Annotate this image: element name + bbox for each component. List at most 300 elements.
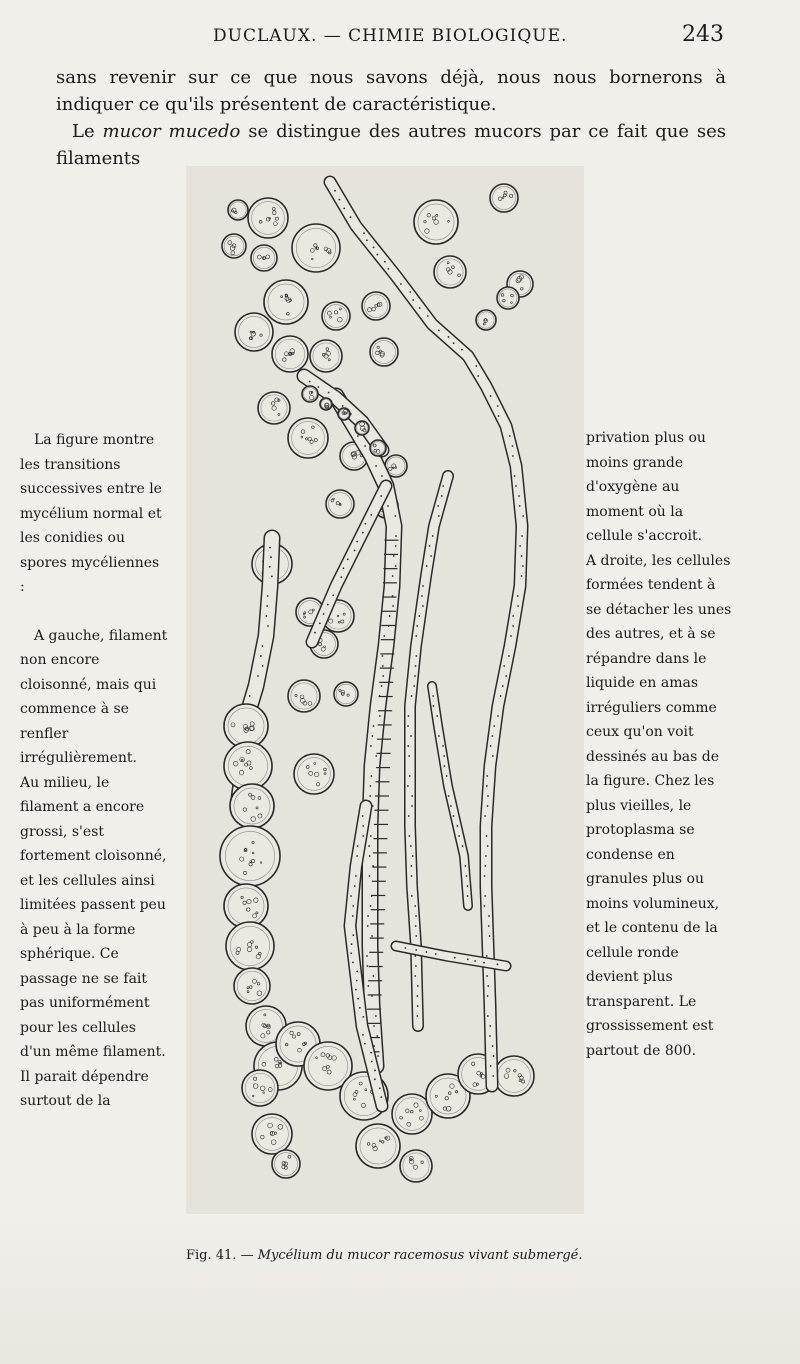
granule	[317, 386, 319, 388]
granule	[392, 605, 394, 607]
granule	[453, 342, 455, 344]
left-note-intro: La figure montre les transitions successives entre le mycélium normal et les conidies ou spores mycéliennes :	[20, 432, 162, 595]
cell	[414, 200, 458, 244]
granule	[505, 675, 507, 677]
cell	[494, 1056, 534, 1096]
granule	[354, 885, 356, 887]
granule	[437, 505, 439, 507]
granule	[375, 1015, 377, 1017]
granule	[372, 975, 374, 977]
granule	[410, 735, 412, 737]
granule	[267, 625, 269, 627]
granule	[271, 576, 273, 578]
granule	[491, 735, 493, 737]
granule	[347, 558, 349, 560]
granule	[407, 745, 409, 747]
granule	[354, 550, 356, 552]
granule	[408, 755, 410, 757]
granule	[262, 665, 264, 667]
cell	[248, 198, 288, 238]
granule	[411, 865, 413, 867]
granule	[448, 795, 450, 797]
species-name: mucor mucedo	[102, 121, 241, 142]
granule	[414, 975, 416, 977]
granule	[443, 755, 445, 757]
granule	[521, 575, 523, 577]
granule	[371, 735, 373, 737]
granule	[412, 299, 414, 301]
granule	[265, 615, 267, 617]
granule	[517, 595, 519, 597]
granule	[388, 268, 390, 270]
granule	[363, 232, 365, 234]
granule	[356, 980, 358, 982]
granule	[426, 565, 428, 567]
granule	[377, 254, 379, 256]
body-paragraph-1: sans revenir sur ce que nous savons déjà, nous nous bornerons à indiquer ce qu'ils présentent de caractéristique.	[56, 67, 726, 115]
cell	[434, 256, 466, 288]
granule	[379, 1087, 381, 1089]
granule	[486, 975, 488, 977]
granule	[486, 835, 488, 837]
granule	[522, 515, 524, 517]
granule	[497, 405, 499, 407]
granule	[367, 915, 369, 917]
granule	[427, 315, 429, 317]
granule	[369, 795, 371, 797]
granule	[405, 947, 407, 949]
granule	[488, 925, 490, 927]
granule	[374, 1078, 376, 1080]
granule	[257, 675, 259, 677]
granule	[352, 905, 354, 907]
granule	[521, 555, 523, 557]
granule	[438, 735, 440, 737]
granule	[490, 745, 492, 747]
granule	[328, 392, 330, 394]
granule	[373, 1025, 375, 1027]
granule	[519, 505, 521, 507]
granule	[384, 261, 386, 263]
hypha-body	[432, 686, 468, 906]
granule	[356, 541, 358, 543]
granule	[510, 635, 512, 637]
granule	[314, 632, 316, 634]
granule	[366, 955, 368, 957]
granule	[435, 953, 437, 955]
granule	[267, 595, 269, 597]
granule	[483, 962, 485, 964]
granule	[371, 1061, 373, 1063]
granule	[249, 695, 251, 697]
granule	[415, 655, 417, 657]
body-paragraph-2	[56, 118, 726, 172]
granule	[411, 875, 413, 877]
granule	[484, 875, 486, 877]
granule	[362, 815, 364, 817]
cell	[251, 245, 277, 271]
granule	[519, 545, 521, 547]
granule	[351, 943, 353, 945]
granule	[521, 535, 523, 537]
granule	[269, 547, 271, 549]
cell	[220, 826, 280, 886]
cell	[322, 302, 350, 330]
granule	[430, 555, 432, 557]
caption-text: Mycélium du mucor racemosus vivant submergé.	[257, 1248, 583, 1263]
granule	[454, 957, 456, 959]
granule	[467, 895, 469, 897]
granule	[517, 605, 519, 607]
granule	[411, 795, 413, 797]
granule	[487, 795, 489, 797]
cell	[242, 1070, 278, 1106]
granule	[370, 514, 372, 516]
running-header	[0, 22, 800, 52]
granule	[367, 925, 369, 927]
granule	[350, 216, 352, 218]
granule	[448, 336, 450, 338]
granule	[492, 1075, 494, 1077]
granule	[484, 865, 486, 867]
granule	[408, 715, 410, 717]
granule	[512, 455, 514, 457]
cell	[362, 292, 390, 320]
cell	[234, 968, 270, 1004]
granule	[389, 615, 391, 617]
granule	[319, 622, 321, 624]
running-title: DUCLAUX. — CHIMIE BIOLOGIQUE.	[213, 26, 568, 46]
granule	[323, 613, 325, 615]
granule	[422, 605, 424, 607]
granule	[475, 365, 477, 367]
granule	[374, 1070, 376, 1072]
granule	[438, 330, 440, 332]
granule	[497, 963, 499, 965]
granule	[373, 247, 375, 249]
granule	[429, 545, 431, 547]
granule	[370, 905, 372, 907]
granule	[355, 989, 357, 991]
granule	[362, 532, 364, 534]
granule	[465, 865, 467, 867]
left-note-left: A gauche, filament non encore cloisonné, mais qui commence à se renfler irrégulièrement.	[20, 627, 168, 766]
granule	[367, 985, 369, 987]
granule	[512, 445, 514, 447]
granule	[489, 1035, 491, 1037]
granule	[395, 535, 397, 537]
granule	[364, 445, 366, 447]
para2-rest: se distingue des autres mucors par ce fait que ses filaments	[56, 121, 727, 169]
granule	[421, 595, 423, 597]
granule	[356, 855, 358, 857]
granule	[503, 665, 505, 667]
cell	[355, 421, 369, 435]
granule	[343, 567, 345, 569]
granule	[416, 625, 418, 627]
granule	[350, 895, 352, 897]
granule	[411, 805, 413, 807]
granule	[466, 875, 468, 877]
granule	[334, 190, 336, 192]
cell	[476, 310, 496, 330]
granule	[369, 855, 371, 857]
cell	[224, 742, 272, 790]
granule	[477, 375, 479, 377]
granule	[474, 960, 476, 962]
granule	[266, 605, 268, 607]
granule	[412, 855, 414, 857]
granule	[490, 395, 492, 397]
granule	[414, 905, 416, 907]
granule	[370, 835, 372, 837]
granule	[441, 495, 443, 497]
granule	[380, 495, 382, 497]
granule	[489, 1025, 491, 1027]
granule	[352, 961, 354, 963]
granule	[487, 985, 489, 987]
granule	[411, 695, 413, 697]
granule	[484, 815, 486, 817]
granule	[411, 895, 413, 897]
granule	[357, 998, 359, 1000]
granule	[408, 835, 410, 837]
granule	[413, 685, 415, 687]
cell	[334, 682, 358, 706]
granule	[498, 415, 500, 417]
granule	[327, 604, 329, 606]
granule	[467, 885, 469, 887]
granule	[362, 835, 364, 837]
granule	[490, 1065, 492, 1067]
granule	[343, 208, 345, 210]
granule	[518, 495, 520, 497]
granule	[422, 585, 424, 587]
granule	[352, 934, 354, 936]
granule	[387, 505, 389, 507]
mycelium-drawing	[186, 166, 584, 1214]
granule	[442, 485, 444, 487]
granule	[409, 291, 411, 293]
granule	[492, 755, 494, 757]
granule	[432, 535, 434, 537]
right-note-continued: privation plus ou moins grande d'oxygène au moment où la cellule s'accroit.	[586, 430, 706, 544]
granule	[309, 381, 311, 383]
granule	[356, 971, 358, 973]
granule	[493, 1055, 495, 1057]
granule	[357, 845, 359, 847]
granule	[383, 635, 385, 637]
granule	[359, 1007, 361, 1009]
granule	[366, 965, 368, 967]
granule	[394, 515, 396, 517]
granule	[418, 615, 420, 617]
granule	[415, 915, 417, 917]
sidenote-left	[20, 428, 168, 1114]
right-note-right: A droite, les cellules formées tendent à se détacher les unes des autres, et à se répandre dans le liquide en amas irréguliers comme ceux qu'on voit dessinés au bas de la figure. Chez les plus vieilles, le protoplasma se condense en granules plus ou moins volumineux, et le contenu de la cellule ronde devient plus transparent. Le grossissement est partout de 800.	[586, 552, 732, 1059]
granule	[442, 745, 444, 747]
cell	[497, 287, 519, 309]
granule	[340, 576, 342, 578]
cell	[400, 1150, 432, 1182]
granule	[375, 465, 377, 467]
granule	[417, 985, 419, 987]
granule	[502, 685, 504, 687]
granule	[438, 515, 440, 517]
granule	[458, 835, 460, 837]
page-bottom	[0, 1214, 800, 1364]
granule	[433, 705, 435, 707]
granule	[381, 685, 383, 687]
granule	[371, 935, 373, 937]
granule	[485, 855, 487, 857]
granule	[357, 435, 359, 437]
granule	[417, 1005, 419, 1007]
granule	[392, 575, 394, 577]
granule	[462, 845, 464, 847]
granule	[443, 765, 445, 767]
granule	[453, 815, 455, 817]
cell	[294, 754, 334, 794]
body-text	[56, 64, 726, 172]
granule	[488, 915, 490, 917]
granule	[364, 1043, 366, 1045]
granule	[456, 825, 458, 827]
cell	[264, 280, 308, 324]
granule	[382, 655, 384, 657]
granule	[415, 925, 417, 927]
granule	[415, 949, 417, 951]
granule	[382, 675, 384, 677]
granule	[408, 815, 410, 817]
cell	[356, 1124, 400, 1168]
granule	[332, 594, 334, 596]
granule	[370, 1052, 372, 1054]
granule	[415, 635, 417, 637]
granule	[487, 995, 489, 997]
granule	[414, 675, 416, 677]
granule	[381, 475, 383, 477]
granule	[497, 715, 499, 717]
cell	[228, 200, 248, 220]
granule	[395, 545, 397, 547]
granule	[487, 845, 489, 847]
granule	[484, 895, 486, 897]
granule	[269, 566, 271, 568]
granule	[355, 875, 357, 877]
granule	[486, 955, 488, 957]
granule	[366, 239, 368, 241]
granule	[483, 905, 485, 907]
cell	[272, 336, 308, 372]
granule	[338, 199, 340, 201]
granule	[509, 435, 511, 437]
granule	[415, 665, 417, 667]
granule	[350, 952, 352, 954]
cell	[230, 784, 274, 828]
granule	[270, 556, 272, 558]
granule	[373, 725, 375, 727]
granule	[522, 565, 524, 567]
granule	[493, 725, 495, 727]
granule	[376, 1035, 378, 1037]
cell	[224, 884, 268, 928]
granule	[370, 775, 372, 777]
granule	[489, 935, 491, 937]
granule	[487, 1015, 489, 1017]
left-note-middle: Au milieu, le filament a encore grossi, s'est fortement cloisonné, et les cellules ainsi limitées passent peu à peu à la forme sphérique. Ce passage ne se fait pas uniformément pour les cellules d'un même filament. Il parait dépendre surtout de la	[20, 774, 167, 1109]
granule	[436, 715, 438, 717]
granule	[415, 935, 417, 937]
granule	[508, 655, 510, 657]
granule	[400, 283, 402, 285]
cell	[310, 340, 342, 372]
granule	[395, 565, 397, 567]
granule	[415, 965, 417, 967]
granule	[380, 1096, 382, 1098]
caption-label: Fig. 41. —	[186, 1248, 258, 1263]
mycelium-illustration	[186, 166, 584, 1214]
granule	[382, 665, 384, 667]
cell	[272, 1150, 300, 1178]
granule	[362, 825, 364, 827]
sidenote-right	[586, 426, 734, 1063]
granule	[486, 785, 488, 787]
granule	[362, 1016, 364, 1018]
granule	[446, 775, 448, 777]
granule	[426, 951, 428, 953]
granule	[416, 995, 418, 997]
granule	[379, 715, 381, 717]
granule	[514, 475, 516, 477]
granule	[262, 645, 264, 647]
granule	[342, 405, 344, 407]
granule	[409, 775, 411, 777]
granule	[500, 695, 502, 697]
granule	[515, 485, 517, 487]
granule	[377, 1055, 379, 1057]
granule	[370, 745, 372, 747]
granule	[487, 805, 489, 807]
granule	[486, 775, 488, 777]
granule	[369, 785, 371, 787]
granule	[260, 655, 262, 657]
granule	[352, 915, 354, 917]
granule	[407, 785, 409, 787]
granule	[369, 875, 371, 877]
figure-caption	[186, 1248, 606, 1263]
granule	[450, 805, 452, 807]
page-number: 243	[682, 22, 724, 47]
granule	[375, 755, 377, 757]
granule	[492, 1045, 494, 1047]
granule	[410, 845, 412, 847]
granule	[368, 845, 370, 847]
granule	[512, 615, 514, 617]
granule	[393, 555, 395, 557]
granule	[512, 625, 514, 627]
granule	[432, 695, 434, 697]
granule	[461, 349, 463, 351]
granule	[416, 1015, 418, 1017]
granule	[467, 958, 469, 960]
para2-lead: Le	[72, 121, 103, 142]
cell	[226, 922, 274, 970]
granule	[407, 725, 409, 727]
granule	[364, 523, 366, 525]
granule	[362, 1034, 364, 1036]
granule	[419, 307, 421, 309]
